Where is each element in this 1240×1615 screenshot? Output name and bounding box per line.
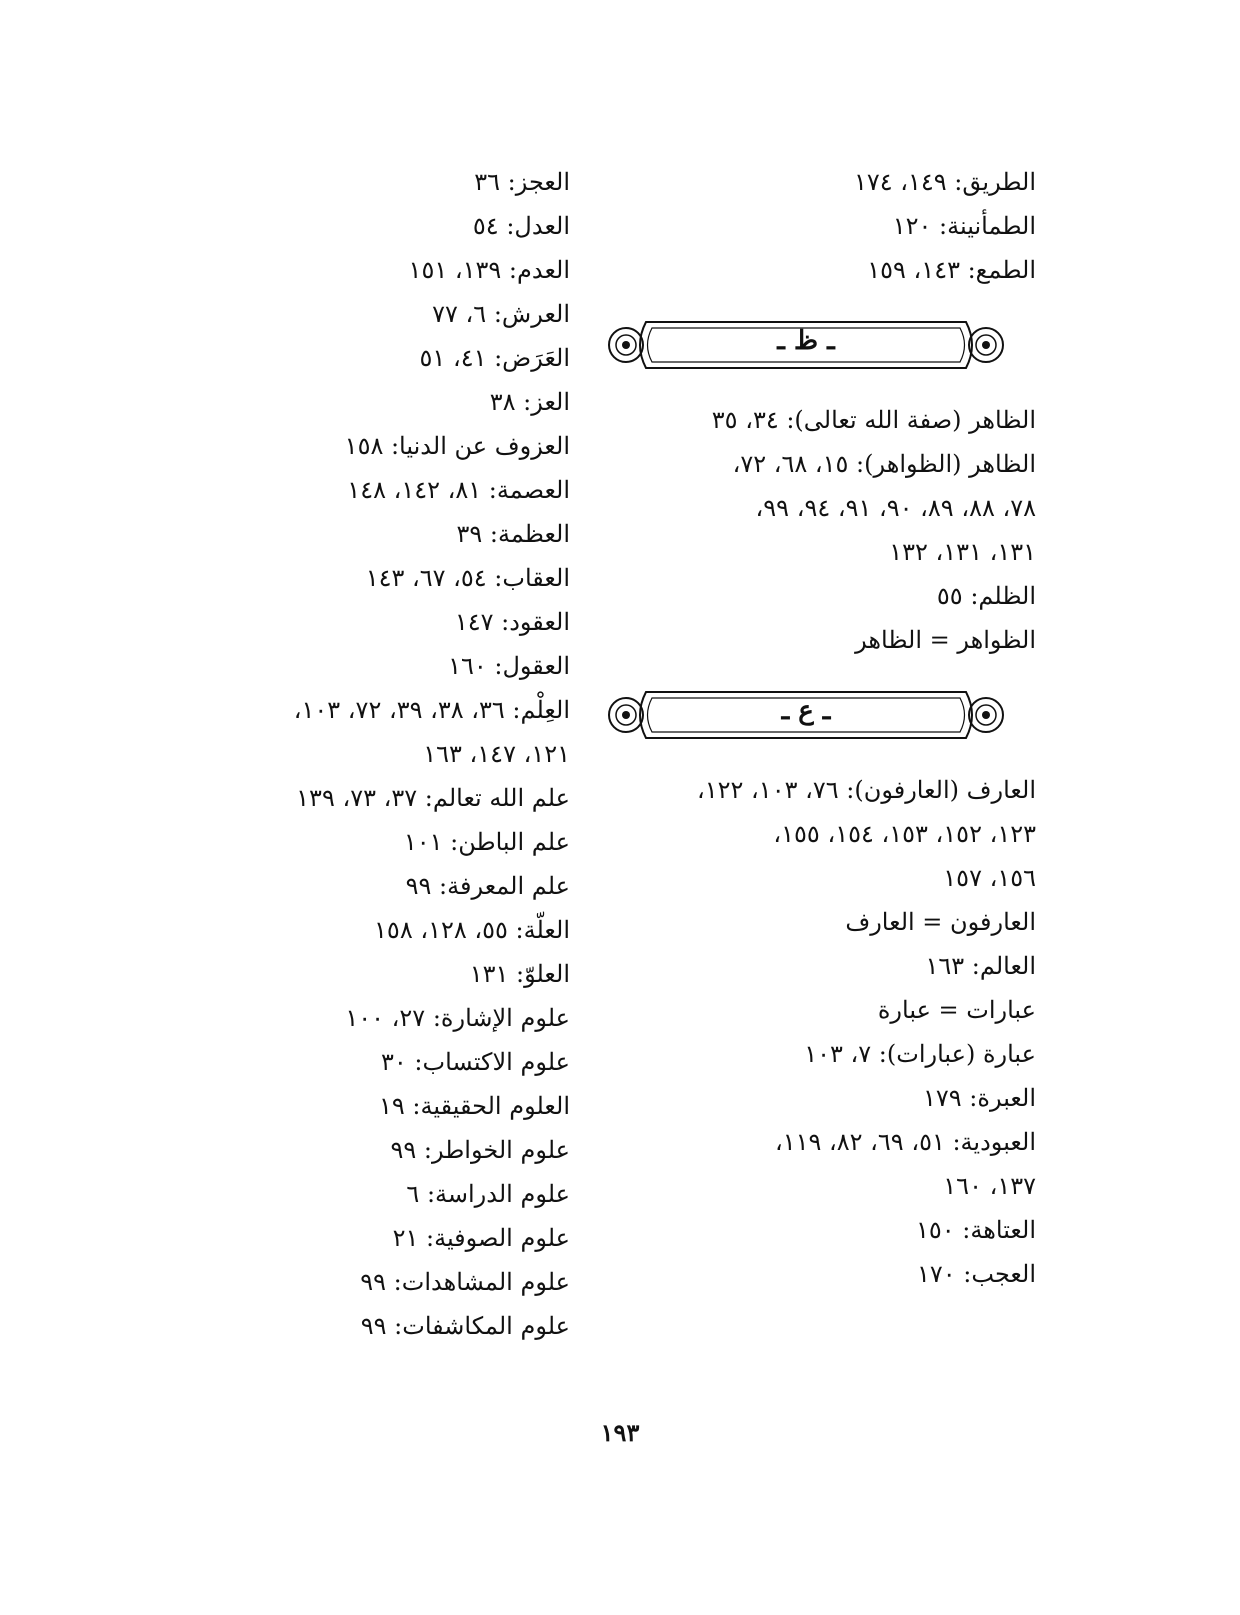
section-letter: ـ ظ ـ [777,326,835,356]
index-entry: العلّة: ٥٥، ١٢٨، ١٥٨ [374,916,570,944]
index-entry: علوم الخواطر: ٩٩ [390,1136,570,1164]
index-entry: العالم: ١٦٣ [925,952,1036,980]
index-entry: العبرة: ١٧٩ [922,1084,1036,1112]
index-entry: علم الباطن: ١٠١ [403,828,570,856]
index-entry: العتاهة: ١٥٠ [915,1216,1036,1244]
index-entry: العقول: ١٦٠ [448,652,570,680]
index-entry: العجب: ١٧٠ [916,1260,1036,1288]
index-entry: العدم: ١٣٩، ١٥١ [408,256,570,284]
index-entry-continuation: ٧٨، ٨٨، ٨٩، ٩٠، ٩١، ٩٤، ٩٩، [755,494,1036,522]
section-letter: ـ ع ـ [781,696,831,726]
index-entry-continuation: ١٢٣، ١٥٢، ١٥٣، ١٥٤، ١٥٥، [773,820,1036,848]
entry-group-ain [596,768,1036,1296]
index-entry: علم الله تعالم: ٣٧، ٧٣، ١٣٩ [296,784,570,812]
index-entry: الطريق: ١٤٩، ١٧٤ [853,168,1036,196]
index-entry-continuation: ١٣٧، ١٦٠ [943,1172,1036,1200]
index-entry: العظمة: ٣٩ [456,520,570,548]
index-entry: علوم الدراسة: ٦ [406,1180,570,1208]
index-entry: العَرَض: ٤١، ٥١ [419,344,570,372]
index-entry: علوم المكاشفات: ٩٩ [360,1312,570,1340]
index-entry-continuation: ١٢١، ١٤٧، ١٦٣ [423,740,570,768]
index-entry-continuation: ١٣١، ١٣١، ١٣٢ [889,538,1036,566]
index-column-left [130,160,570,1348]
index-entry: العِلْم: ٣٦، ٣٨، ٣٩، ٧٢، ١٠٣، [293,696,570,724]
index-entry: علوم المشاهدات: ٩٩ [360,1268,570,1296]
index-entry: الظاهر (الظواهر): ١٥، ٦٨، ٧٢، [732,450,1036,478]
index-entry: العلوّ: ١٣١ [469,960,570,988]
entry-group-ta [596,160,1036,292]
section-banner-ain [606,680,1006,750]
index-entry: العجز: ٣٦ [474,168,570,196]
index-entry: الطمأنينة: ١٢٠ [892,212,1036,240]
index-entry: العصمة: ٨١، ١٤٢، ١٤٨ [347,476,570,504]
index-entry: العارفون = العارف [845,908,1036,936]
index-entry: العدل: ٥٤ [472,212,570,240]
index-entry: عبارة (عبارات): ٧، ١٠٣ [804,1040,1036,1068]
index-entry: الظاهر (صفة الله تعالى): ٣٤، ٣٥ [711,406,1036,434]
entry-group-za [596,398,1036,662]
index-entry-continuation: ١٥٦، ١٥٧ [943,864,1036,892]
index-entry: العلوم الحقيقية: ١٩ [379,1092,570,1120]
index-entry: الظلم: ٥٥ [936,582,1036,610]
index-entry: العز: ٣٨ [489,388,570,416]
index-entry: علم المعرفة: ٩٩ [405,872,570,900]
index-entry: الظواهر = الظاهر [855,626,1036,654]
index-entry: العقاب: ٥٤، ٦٧، ١٤٣ [365,564,570,592]
index-entry: العبودية: ٥١، ٦٩، ٨٢، ١١٩، [774,1128,1036,1156]
index-entry: العارف (العارفون): ٧٦، ١٠٣، ١٢٢، [697,776,1036,804]
index-entry: علوم الصوفية: ٢١ [392,1224,570,1252]
index-entry: عبارات = عبارة [877,996,1036,1024]
section-banner-za [606,310,1006,380]
index-entry: علوم الإشارة: ٢٧، ١٠٠ [345,1004,570,1032]
index-column-right [596,160,1036,1296]
index-entry: العزوف عن الدنيا: ١٥٨ [344,432,570,460]
index-entry: علوم الاكتساب: ٣٠ [381,1048,570,1076]
index-entry: العرش: ٦، ٧٧ [432,300,570,328]
index-entry: الطمع: ١٤٣، ١٥٩ [867,256,1036,284]
page-number: ١٩٣ [600,1418,640,1447]
index-entry: العقود: ١٤٧ [454,608,570,636]
